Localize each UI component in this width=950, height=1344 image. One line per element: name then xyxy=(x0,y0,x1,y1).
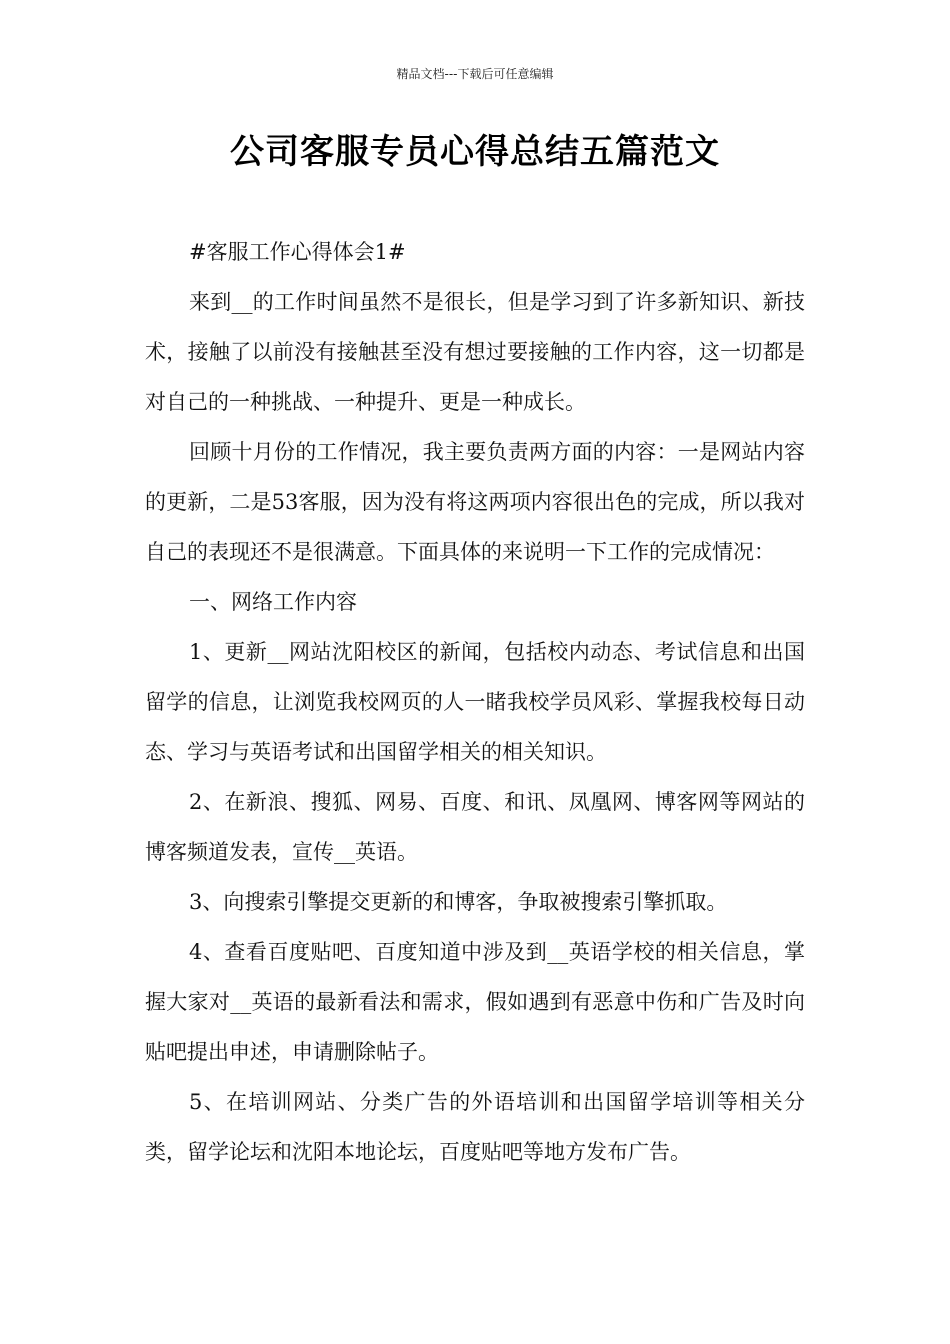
list-item: 2、在新浪、搜狐、网易、百度、和讯、凤凰网、博客网等网站的博客频道发表，宣传__英语。 xyxy=(145,790,805,864)
paragraph: 回顾十月份的工作情况，我主要负责两方面的内容：一是网站内容的更新，二是53客服，因为没有将这两项内容很出色的完成，所以我对自己的表现还不是很满意。下面具体的来说明一下工作的完成情况： xyxy=(145,440,805,564)
list-item: 1、更新__网站沈阳校区的新闻，包括校内动态、考试信息和出国留学的信息，让浏览我校网页的人一睹我校学员风彩、掌握我校每日动态、学习与英语考试和出国留学相关的相关知识。 xyxy=(145,640,805,764)
header-note: 精品文档---下载后可任意编辑 xyxy=(396,67,554,81)
paragraph: 来到__的工作时间虽然不是很长，但是学习到了许多新知识、新技术，接触了以前没有接触甚至没有想过要接触的工作内容，这一切都是对自己的一种挑战、一种提升、更是一种成长。 xyxy=(145,290,805,414)
document-body xyxy=(145,227,805,1177)
subsection-heading: 一、网络工作内容 xyxy=(189,590,357,614)
list-item: 3、向搜索引擎提交更新的和博客，争取被搜索引擎抓取。 xyxy=(189,890,728,914)
list-item: 4、查看百度贴吧、百度知道中涉及到__英语学校的相关信息，掌握大家对__英语的最新看法和需求，假如遇到有恶意中伤和广告及时向贴吧提出申述，申请删除帖子。 xyxy=(145,940,805,1064)
section-heading: #客服工作心得体会1# xyxy=(189,240,406,264)
document-title: 公司客服专员心得总结五篇范文 xyxy=(230,132,720,172)
list-item: 5、在培训网站、分类广告的外语培训和出国留学培训等相关分类，留学论坛和沈阳本地论坛，百度贴吧等地方发布广告。 xyxy=(145,1090,805,1164)
